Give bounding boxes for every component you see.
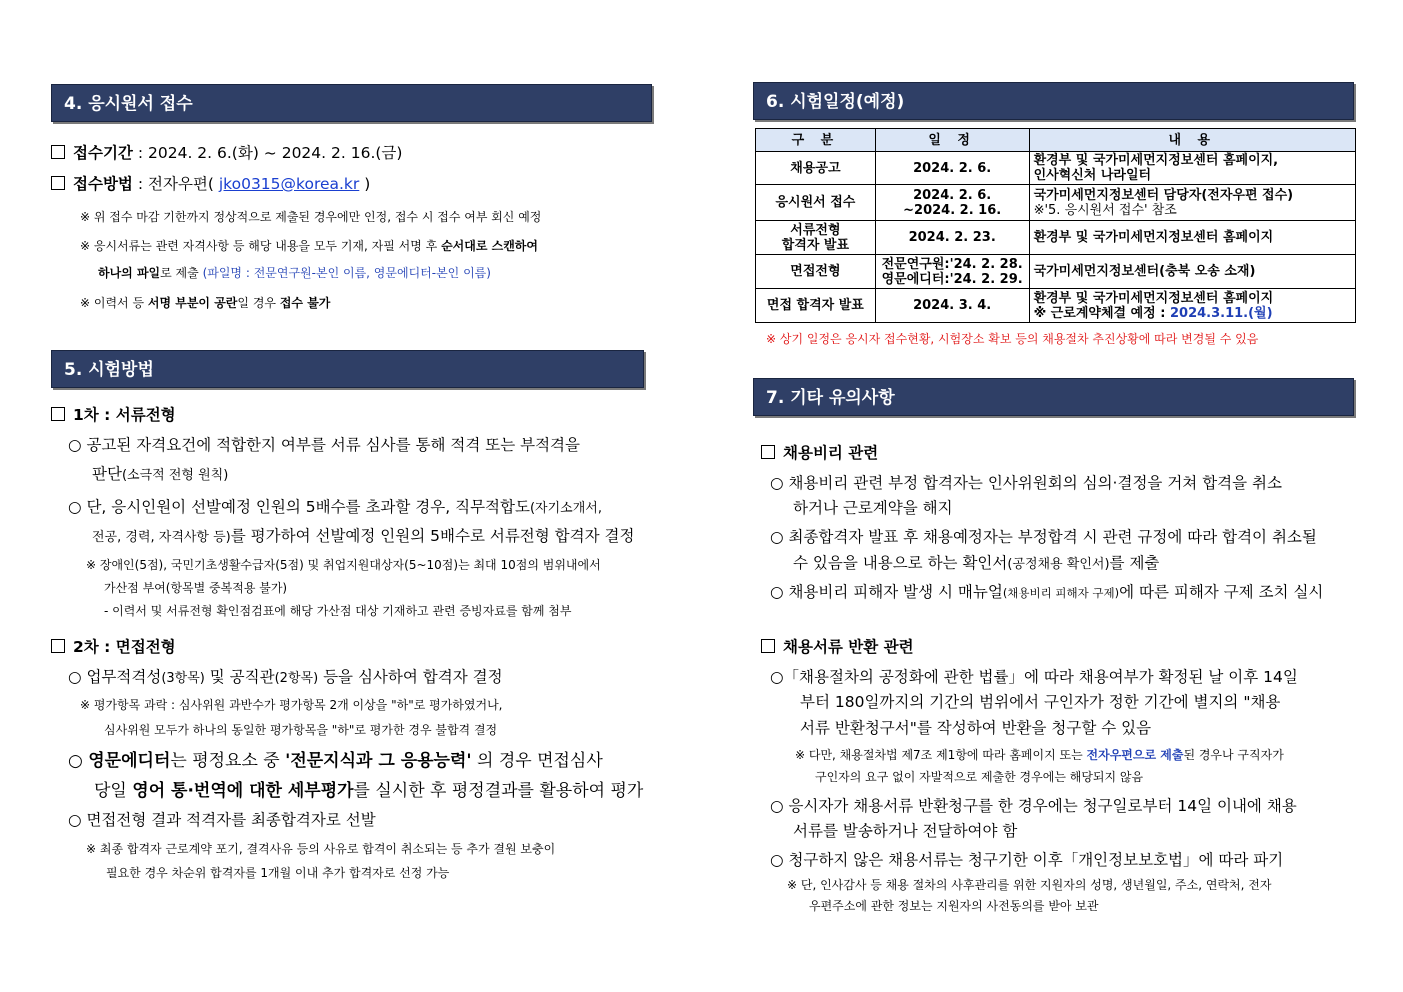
return-note-1-cont: 구인자의 요구 없이 자발적으로 제출한 경우에는 해당되지 않음 — [815, 770, 1144, 784]
bullet-text: ○ 업무적격성 — [68, 668, 162, 686]
date-line: 2024. 2. 6. — [913, 187, 992, 203]
cell-date — [875, 255, 1029, 289]
section-6-header: 6. 시험일정(예정) — [753, 82, 1354, 120]
section-4-header: 4. 응시원서 접수 — [51, 84, 652, 122]
return-bullet-1-cont: 부터 180일까지의 기간의 범위에서 구인자가 정한 기간에 별지의 "채용 — [800, 693, 1281, 711]
bullet-text: 당일 — [94, 781, 127, 801]
step1-bullet-2-cont — [92, 524, 634, 546]
bullet-text: ○ 채용비리 피해자 발생 시 매뉴얼 — [770, 583, 1003, 601]
section-5-header: 5. 시험방법 — [51, 350, 644, 388]
bullet-text: 판단 — [92, 465, 122, 483]
return-bullet-2-cont: 서류를 발송하거나 전달하여야 함 — [793, 822, 1018, 840]
cell-category: 면접전형 — [756, 255, 876, 289]
return-title — [761, 635, 914, 657]
step1-note-1: ※ 장애인(5점), 국민기초생활수급자(5점) 및 취업지원대상자(5~10점)는 최대 10점의 범위내에서 — [86, 558, 601, 572]
bullet-text: 는 평정요소 중 — [170, 751, 280, 771]
step2-note-2: ※ 최종 합격자 근로계약 포기, 결격사유 등의 사유로 합격이 취소되는 등 추가 결원 보충이 — [86, 842, 556, 856]
date-line: ~2024. 2. 16. — [903, 202, 1002, 218]
bullet-text: ○ 단, 응시인원이 선발예정 인원의 5배수를 초과할 경우, 직무적합도 — [68, 498, 530, 516]
table-row — [756, 185, 1356, 221]
fraud-bullet-1: ○ 채용비리 관련 부정 합격자는 인사위원회의 심의·결정을 거쳐 합격을 취소 — [770, 474, 1282, 492]
bullet-hint: (자기소개서, — [529, 501, 602, 516]
fraud-label: 채용비리 관련 — [783, 444, 879, 462]
period-row — [51, 141, 402, 163]
bullet-text: 등을 심사하여 합격자 결정 — [318, 668, 503, 686]
bullet-text: 를 평가하여 선발예정 인원의 5배수로 서류전형 합격자 결정 — [230, 527, 635, 545]
period-value: : 2024. 2. 6.(화) ~ 2024. 2. 16.(금) — [137, 144, 403, 162]
step2-note-1-cont: 심사위원 모두가 하나의 동일한 평가항목을 "하"로 평가한 경우 불합격 결정 — [104, 723, 498, 737]
step-1-title — [51, 403, 176, 425]
cell-date: 2024. 3. 4. — [875, 289, 1029, 323]
bullet-hint: (채용비리 피해자 구제) — [1002, 586, 1120, 600]
content-line: 환경부 및 국가미세먼지정보센터 홈페이지 — [1033, 290, 1274, 306]
bullet-emphasis: 영문에디터 — [88, 751, 171, 771]
return-bullet-2: ○ 응시자가 채용서류 반환청구를 한 경우에는 청구일로부터 14일 이내에 채용 — [770, 797, 1297, 815]
filename-hint: (파일명 : 전문연구원-본인 이름, 영문에디터-본인 이름) — [202, 266, 491, 280]
fraud-bullet-2-cont — [793, 551, 1159, 573]
return-bullet-1: ○「채용절차의 공정화에 관한 법률」에 따라 채용여부가 확정된 날 이후 14일 — [770, 668, 1298, 686]
table-row — [756, 152, 1356, 185]
bullet-hint: 전공, 경력, 자격사항 등) — [92, 530, 231, 545]
note-emphasis: 서명 부분이 공란 — [147, 296, 238, 310]
return-bullet-1-cont2: 서류 반환청구서"를 작성하여 반환을 청구할 수 있음 — [800, 719, 1152, 737]
note-emphasis: 순서대로 스캔하여 — [441, 239, 538, 253]
checkbox-square-icon — [51, 145, 65, 159]
step1-bullet-1: ○ 공고된 자격요건에 적합한지 여부를 서류 심사를 통해 적격 또는 부적격을 — [68, 436, 580, 454]
sec4-note-2 — [80, 237, 538, 254]
sec4-note-3 — [80, 294, 330, 311]
email-link[interactable]: jko0315@korea.kr — [218, 175, 360, 193]
bullet-text: 를 제출 — [1109, 554, 1160, 572]
note-emphasis: 접수 불가 — [279, 296, 331, 310]
cell-date — [875, 185, 1029, 221]
checkbox-square-icon — [761, 445, 775, 459]
step1-note-1-cont: 가산점 부여(항목별 중복적용 불가) — [104, 581, 288, 595]
col-header-date: 일 정 — [875, 129, 1029, 152]
cell-content: 환경부 및 국가미세먼지정보센터 홈페이지 — [1029, 221, 1355, 255]
note-emphasis: 전자우편으로 제출 — [1086, 748, 1184, 762]
bullet-text: 의 경우 면접심사 — [477, 751, 603, 771]
bullet-hint: (3항목) — [161, 671, 205, 686]
date-line: 영문에디터:'24. 2. 29. — [881, 271, 1023, 287]
schedule-table — [755, 128, 1356, 323]
fraud-bullet-2: ○ 최종합격자 발표 후 채용예정자는 부정합격 시 관련 규정에 따라 합격이 취소될 — [770, 528, 1317, 546]
checkbox-square-icon — [761, 639, 775, 653]
table-row — [756, 255, 1356, 289]
step1-bullet-2 — [68, 495, 602, 517]
table-header-row — [756, 129, 1356, 152]
method-row — [51, 172, 370, 194]
date-line: 전문연구원:'24. 2. 28. — [881, 256, 1023, 272]
step2-bullet-2 — [68, 746, 603, 771]
cell-date: 2024. 2. 6. — [875, 152, 1029, 185]
note-text: 일 경우 — [237, 296, 276, 310]
cell-content — [1029, 185, 1355, 221]
cell-content: 국가미세먼지정보센터(충북 오송 소재) — [1029, 255, 1355, 289]
return-note-2-cont: 우편주소에 관한 정보는 지원자의 사전동의를 받아 보관 — [809, 899, 1099, 913]
section-7-header: 7. 기타 유의사항 — [753, 378, 1354, 416]
step1-note-1-sub: - 이력서 및 서류전형 확인점검표에 해당 가산점 대상 기재하고 관련 증빙자료를 함께 첨부 — [104, 604, 572, 618]
sec4-note-2-cont — [98, 264, 491, 281]
step-2-title — [51, 635, 176, 657]
fraud-title — [761, 441, 878, 463]
checkbox-square-icon — [51, 176, 65, 190]
note-text: ※ 응시서류는 관련 자격사항 등 해당 내용을 모두 기재, 자필 서명 후 — [80, 239, 438, 253]
col-header-content: 내 용 — [1029, 129, 1355, 152]
period-label: 접수기간 — [73, 144, 133, 162]
bullet-text: 를 실시한 후 평정결과를 활용하여 평가 — [353, 781, 644, 801]
table-row — [756, 289, 1356, 323]
cell-content — [1029, 289, 1355, 323]
cell-category — [756, 221, 876, 255]
category-line: 서류전형 — [790, 222, 841, 238]
bullet-hint: (2항목) — [274, 671, 319, 686]
note-text: 로 제출 — [160, 266, 199, 280]
cell-category: 면접 합격자 발표 — [756, 289, 876, 323]
method-label: 접수방법 — [73, 175, 133, 193]
checkbox-square-icon — [51, 639, 65, 653]
method-close: ) — [364, 175, 371, 193]
bullet-text: 및 공직관 — [204, 668, 275, 686]
content-line: 인사혁신처 나라일터 — [1033, 168, 1152, 183]
bullet-text: 수 있음을 내용으로 하는 확인서 — [793, 554, 1008, 572]
cell-category: 응시원서 접수 — [756, 185, 876, 221]
content-line: ※'5. 응시원서 접수' 참조 — [1033, 202, 1177, 218]
cell-category: 채용공고 — [756, 152, 876, 185]
cell-date: 2024. 2. 23. — [875, 221, 1029, 255]
content-line: ※ 근로계약체결 예정 : — [1033, 305, 1166, 321]
note-text: 된 경우나 구직자가 — [1183, 748, 1284, 762]
step2-note-1: ※ 평가항목 과락 : 심사위원 과반수가 평가항목 2개 이상을 "하"로 평가하였거나, — [80, 698, 503, 712]
return-label: 채용서류 반환 관련 — [783, 638, 914, 656]
return-note-1 — [795, 746, 1284, 763]
step-2-label: 2차 : 면접전형 — [73, 638, 176, 656]
schedule-note: ※ 상기 일정은 응시자 접수현황, 시험장소 확보 등의 채용절차 추진상황에 따라 변경될 수 있음 — [766, 332, 1259, 346]
category-line: 합격자 발표 — [781, 237, 850, 253]
bullet-emphasis: 영어 통·번역에 대한 세부평가 — [132, 781, 354, 801]
step2-note-2-cont: 필요한 경우 차순위 합격자를 1개월 이내 추가 합격자로 선정 가능 — [106, 866, 450, 880]
cell-content — [1029, 152, 1355, 185]
note-text: ※ 이력서 등 — [80, 296, 145, 310]
content-line: 국가미세먼지정보센터 담당자(전자우편 접수) — [1033, 187, 1294, 203]
bullet-hint: (공정채용 확인서) — [1007, 557, 1110, 572]
bullet-text: 에 따른 피해자 구제 조치 실시 — [1119, 583, 1324, 601]
content-line: 환경부 및 국가미세먼지정보센터 홈페이지, — [1033, 153, 1279, 168]
method-value: : 전자우편( — [137, 175, 214, 193]
return-note-2: ※ 단, 인사감사 등 채용 절차의 사후관리를 위한 지원자의 성명, 생년월일, 주소, 연락처, 전자 — [787, 878, 1272, 892]
note-emphasis: 하나의 파일 — [98, 266, 161, 280]
checkbox-square-icon — [51, 407, 65, 421]
col-header-category: 구 분 — [756, 129, 876, 152]
fraud-bullet-1-cont: 하거나 근로계약을 해지 — [793, 499, 953, 517]
contract-date: 2024.3.11.(월) — [1169, 305, 1273, 321]
bullet-emphasis: '전문지식과 그 응용능력' — [285, 751, 472, 771]
step2-bullet-3: ○ 면접전형 결과 적격자를 최종합격자로 선발 — [68, 811, 376, 829]
note-text: ※ 다만, 채용절차법 제7조 제1항에 따라 홈페이지 또는 — [795, 748, 1083, 762]
bullet-hint: (소극적 전형 원칙) — [121, 468, 229, 483]
return-bullet-3: ○ 청구하지 않은 채용서류는 청구기한 이후「개인정보보호법」에 따라 파기 — [770, 851, 1284, 869]
fraud-bullet-3 — [770, 580, 1323, 602]
bullet-text: ○ — [68, 751, 83, 771]
step1-bullet-1-cont — [92, 462, 228, 484]
sec4-note-1: ※ 위 접수 마감 기한까지 정상적으로 제출된 경우에만 인정, 접수 시 접수 여부 회신 예정 — [80, 210, 542, 224]
table-row — [756, 221, 1356, 255]
step2-bullet-1 — [68, 665, 503, 687]
step2-bullet-2-cont — [94, 776, 643, 801]
step-1-label: 1차 : 서류전형 — [73, 406, 176, 424]
